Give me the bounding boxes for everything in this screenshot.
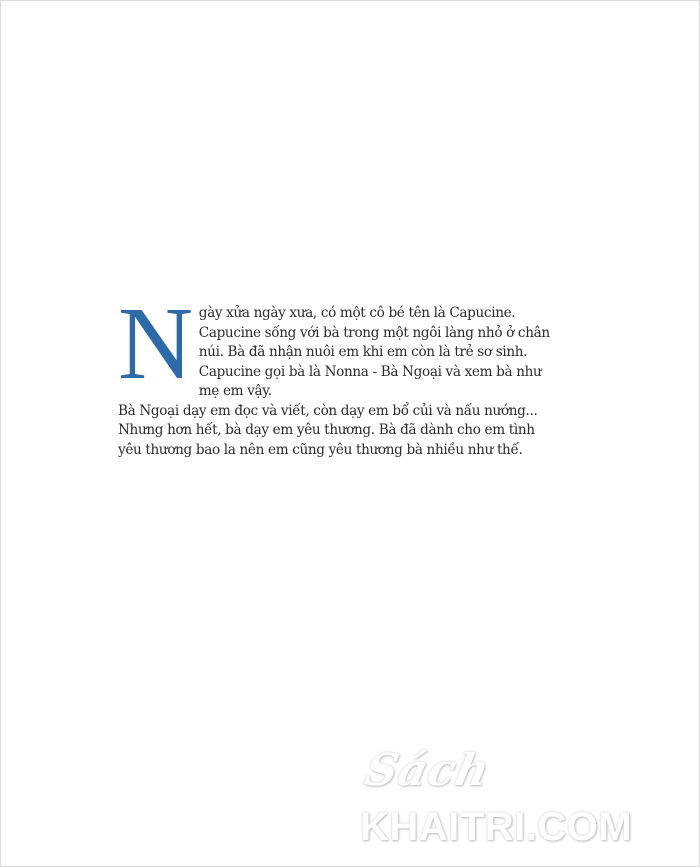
story-paragraph xyxy=(118,286,598,460)
story-line-8: yêu thương bao la nên em cũng yêu thương bà nhiều như thế. xyxy=(118,441,523,458)
story-line-5: mẹ em vậy. xyxy=(198,383,272,399)
story-line-7: Nhưng hơn hết, bà dạy em yêu thương. Bà đã dành cho em tình xyxy=(118,422,535,438)
story-line-2: Capucine sống với bà trong một ngôi làng nhỏ ở chân xyxy=(198,324,550,341)
story-line-4: Capucine gọi bà là Nonna - Bà Ngoại và xem bà như xyxy=(198,363,542,380)
story-line-1: gày xửa ngày xưa, có một cô bé tên là Capucine. xyxy=(198,305,516,321)
watermark-script-text: Sách xyxy=(360,745,495,796)
watermark-logo xyxy=(360,745,690,860)
drop-cap: N xyxy=(118,286,193,401)
watermark-brand-text: KHAITRI.COM xyxy=(360,805,633,849)
story-line-6: Bà Ngoại dạy em đọc và viết, còn dạy em bổ củi và nấu nướng... xyxy=(118,402,538,419)
story-line-3: núi. Bà đã nhận nuôi em khi em còn là trẻ sơ sinh. xyxy=(198,344,528,360)
